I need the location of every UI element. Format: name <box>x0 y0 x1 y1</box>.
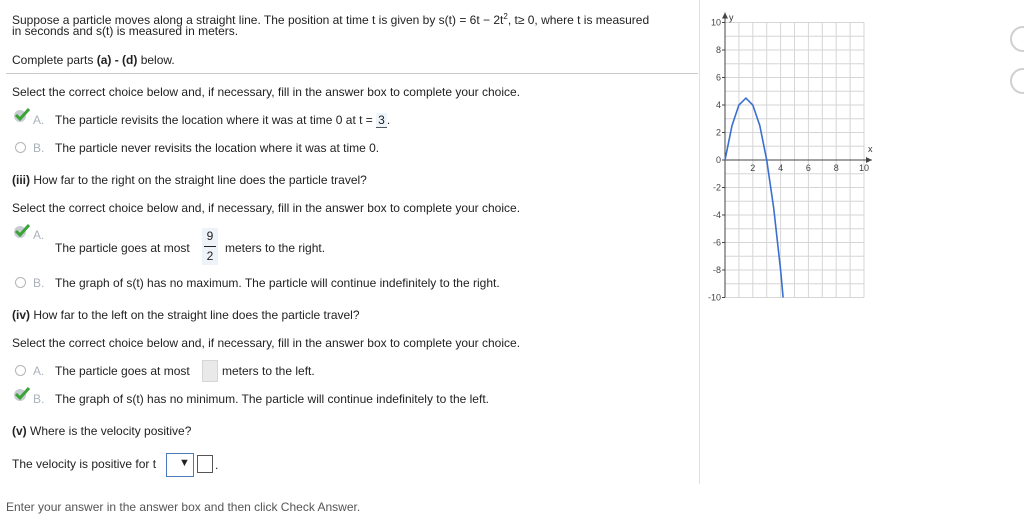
position-curve <box>725 98 783 297</box>
y-tick-label: -6 <box>712 237 721 248</box>
part-iv-option-a-suffix: meters to the left. <box>222 364 315 378</box>
x-tick-label: 6 <box>805 163 811 173</box>
part-iv-option-b[interactable]: The graph of s(t) has no minimum. The particle will continue indefinitely to the left. <box>55 392 489 406</box>
fraction-numerator: 9 <box>206 229 214 243</box>
fraction-denominator: 2 <box>206 249 214 263</box>
option-letter: B. <box>33 141 45 155</box>
footer-hint: Enter your answer in the answer box and then click Check Answer. <box>6 500 361 514</box>
correct-check-icon <box>12 386 32 402</box>
x-tick-label: 4 <box>778 163 784 173</box>
divider <box>6 73 698 74</box>
y-tick-label: 0 <box>715 155 721 165</box>
part-iii-prompt: Select the correct choice below and, if necessary, fill in the answer box to complete your choice. <box>12 201 521 215</box>
fraction-bar <box>204 246 216 247</box>
option-letter: A. <box>33 364 45 378</box>
instructions: Complete parts (a) - (d) below. <box>12 53 175 67</box>
option-b-radio[interactable] <box>15 277 26 288</box>
y-tick-label: 8 <box>715 45 721 55</box>
part-ii-prompt: Select the correct choice below and, if necessary, fill in the answer box to complete your choice. <box>12 85 521 99</box>
part-iii-option-a-text[interactable]: The particle goes at most <box>55 241 190 255</box>
y-tick-label: 2 <box>715 127 721 138</box>
answer-input[interactable] <box>202 360 218 382</box>
option-a-radio[interactable] <box>15 365 26 376</box>
x-tick-label: 8 <box>833 163 839 173</box>
chevron-down-icon: ▼ <box>179 457 190 469</box>
correct-check-icon <box>12 107 32 123</box>
part-iii-option-b[interactable]: The graph of s(t) has no maximum. The particle will continue indefinitely to the right. <box>55 276 500 290</box>
x-tick-label: 10 <box>858 163 870 173</box>
problem-statement: Suppose a particle moves along a straight line. The position at time t is given by $s(t) = 6t - 2t^2$, t≥ 0, where t is measured <box>12 12 650 27</box>
x-tick-label: 2 <box>750 163 756 173</box>
y-tick-label: 10 <box>710 17 721 28</box>
problem-statement-line2: in seconds and s(t) is measured in meters. <box>12 24 239 38</box>
y-tick-label: 6 <box>715 72 721 83</box>
y-tick-label: -8 <box>712 265 721 275</box>
correct-check-icon <box>12 223 32 239</box>
option-letter: A. <box>33 113 45 127</box>
option-b-radio[interactable] <box>15 142 26 153</box>
y-tick-label: -2 <box>712 182 721 193</box>
answer-value[interactable]: 3 <box>378 113 385 127</box>
option-letter: B. <box>33 276 45 290</box>
part-ii-option-b[interactable]: The particle never revisits the location where it was at time 0. <box>55 141 380 155</box>
part-iii-option-a-suffix: meters to the right. <box>225 241 326 255</box>
part-v-question: (v) Where is the velocity positive? <box>12 424 192 438</box>
part-ii-option-a[interactable]: The particle revisits the location where it was at time 0 at t = 3 . <box>55 113 391 127</box>
position-graph <box>684 0 1024 320</box>
part-v-prompt: The velocity is positive for t <box>12 457 157 471</box>
y-axis-arrow-icon <box>722 13 728 19</box>
option-letter: A. <box>33 228 45 242</box>
part-iii-question: (iii) How far to the right on the straight line does the particle travel? <box>12 173 367 187</box>
y-axis-label: y <box>729 12 734 23</box>
part-iv-prompt: Select the correct choice below and, if necessary, fill in the answer box to complete your choice. <box>12 336 521 350</box>
y-tick-label: 4 <box>715 100 721 110</box>
x-axis-label: x <box>868 144 873 154</box>
option-letter: B. <box>33 392 45 406</box>
axes <box>722 13 872 298</box>
inequality-dropdown[interactable] <box>166 453 194 477</box>
velocity-answer-input[interactable] <box>197 455 213 473</box>
part-iv-question: (iv) How far to the left on the straight line does the particle travel? <box>12 308 360 322</box>
trailing-period: . <box>215 458 219 472</box>
y-tick-label: -10 <box>707 292 721 303</box>
y-tick-label: -4 <box>712 210 721 220</box>
part-iv-option-a-text[interactable]: The particle goes at most <box>55 364 190 378</box>
